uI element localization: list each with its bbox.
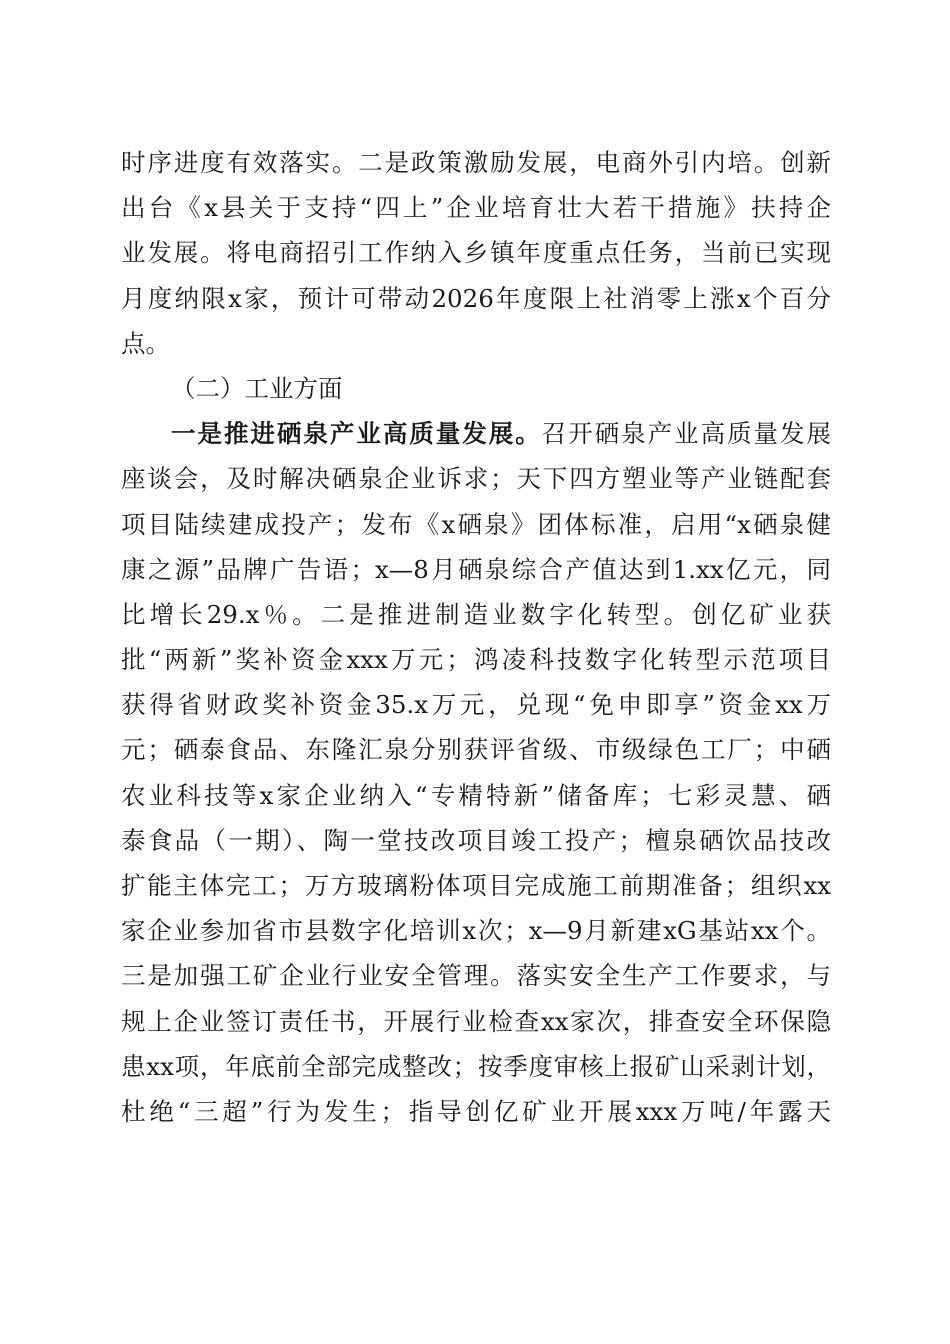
text-line: 项目陆续建成投产；发布《x硒泉》团体标准，启用“x硒泉健 xyxy=(121,509,831,539)
text-line: 患xx项，年底前全部完成整改；按季度审核上报矿山采剥计划， xyxy=(121,1051,831,1081)
text-line: 农业科技等x家企业纳入“专精特新”储备库；七彩灵慧、硒 xyxy=(121,780,831,810)
text-line: 家企业参加省市县数字化培训x次；x—9月新建xG基站xx个。 xyxy=(121,916,831,946)
section-heading: （二）工业方面 xyxy=(171,373,343,403)
text-line: 扩能主体完工；万方玻璃粉体项目完成施工前期准备；组织xx xyxy=(121,871,831,900)
industry-first-line xyxy=(121,411,831,456)
text-line: 元；硒泰食品、东隆汇泉分别获评省级、市级绿色工厂；中硒 xyxy=(121,735,831,765)
text-line: 获得省财政奖补资金35.x万元，兑现“免申即享”资金xx万 xyxy=(121,690,831,720)
text-line: 座谈会，及时解决硒泉企业诉求；天下四方塑业等产业链配套 xyxy=(121,464,831,494)
text-line: 规上企业签订责任书，开展行业检查xx家次，排查安全环保隐 xyxy=(121,1006,831,1036)
text-line: 月度纳限x家，预计可带动2026年度限上社消零上涨x个百分 xyxy=(121,283,831,313)
text-line: 出台《x县关于支持“四上”企业培育壮大若干措施》扶持企 xyxy=(121,193,831,223)
text-line: 批“两新”奖补资金xxx万元；鸿凌科技数字化转型示范项目 xyxy=(121,645,831,675)
bold-lead-text: 一是推进硒泉产业高质量发展。 xyxy=(171,419,542,449)
text-line: 比增长29.x％。二是推进制造业数字化转型。创亿矿业获 xyxy=(121,599,831,629)
text-line: 杜绝“三超”行为发生；指导创亿矿业开展xxx万吨/年露天 xyxy=(121,1096,831,1126)
text-line: 康之源”品牌广告语；x—8月硒泉综合产值达到1.xx亿元，同 xyxy=(121,554,831,584)
lead-rest-text: 召开硒泉产业高质量发展 xyxy=(541,419,832,449)
text-line: 业发展。将电商招引工作纳入乡镇年度重点任务，当前已实现 xyxy=(121,238,831,268)
paragraph-continued xyxy=(121,140,831,1134)
text-line: 点。 xyxy=(121,328,170,358)
text-line: 三是加强工矿企业行业安全管理。落实安全生产工作要求，与 xyxy=(121,961,831,991)
text-line: 时序进度有效落实。二是政策激励发展，电商外引内培。创新 xyxy=(121,148,831,177)
text-line: 泰食品（一期）、陶一堂技改项目竣工投产；檀泉硒饮品技改 xyxy=(121,825,831,855)
